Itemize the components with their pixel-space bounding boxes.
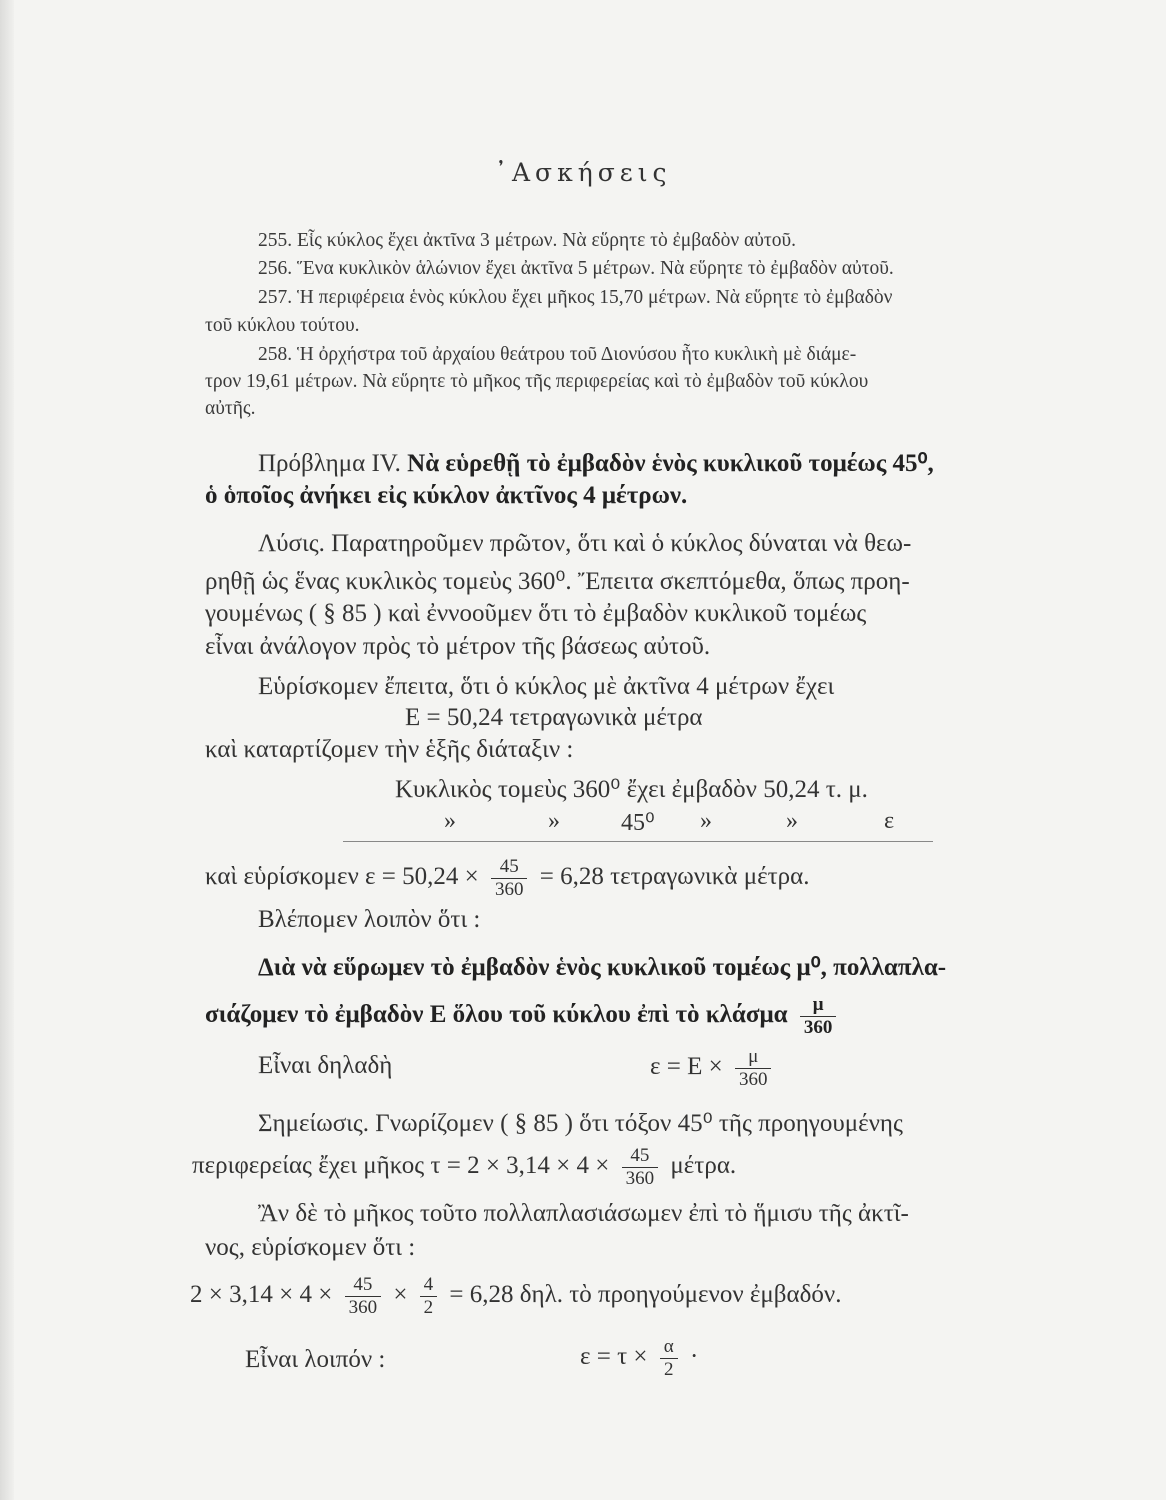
ditto-mark: » (548, 808, 560, 834)
exercise-257 (258, 285, 893, 311)
calculation (205, 856, 809, 901)
fraction-denominator: 360 (622, 1167, 659, 1190)
ditto-mark: » (700, 808, 712, 834)
fraction-denominator: 2 (660, 1358, 678, 1381)
solution-line-2: ρηθῇ ὡς ἕνας κυκλικὸς τομεὺς 360⁰. Ἔπειτα σκεπτόμεθα, ὅπως προη- (205, 568, 910, 595)
note-equation (190, 1274, 841, 1319)
ditto-mark: » (444, 808, 456, 834)
exercise-number: 255. (258, 230, 293, 251)
fraction-mu-360 (800, 994, 837, 1039)
fraction-mu-360 (735, 1046, 772, 1091)
rule-line-1: Διὰ νὰ εὕρωμεν τὸ ἐμβαδὸν ἑνὸς κυκλικοῦ τομέως μ⁰, πολλαπλα- (258, 954, 947, 981)
fraction-denominator: 2 (420, 1296, 438, 1319)
problem-label: Πρόβλημα IV. (258, 450, 401, 477)
problem-statement: Νὰ εὑρεθῇ τὸ ἐμβαδὸν ἑνὸς κυκλικοῦ τομέως 45⁰, (407, 450, 934, 477)
conclusion-intro: Βλέπομεν λοιπὸν ὅτι : (258, 906, 481, 933)
fraction-45-360 (345, 1274, 382, 1319)
fraction-numerator: 45 (499, 856, 519, 877)
fraction-denominator: 360 (345, 1296, 382, 1319)
note-line-3: Ἂν δὲ τὸ μῆκος τοῦτο πολλαπλασιάσωμεν ἐπὶ τὸ ἥμισυ τῆς ἀκτῖ- (258, 1200, 909, 1227)
formula-1 (650, 1046, 777, 1091)
formula-expression: ε = Ε × (650, 1053, 723, 1081)
proportion-unknown: ε (884, 808, 895, 834)
formula-end-mark: · (689, 1343, 699, 1371)
fraction-45-360 (491, 856, 528, 901)
rule-text: σιάζομεν τὸ ἐμβαδὸν Ε ὅλου τοῦ κύκλου ἐπὶ τὸ κλάσμα (205, 1001, 788, 1029)
fraction-denominator: 360 (491, 878, 528, 901)
proportion-rule (343, 841, 933, 842)
note-unit: μέτρα. (670, 1152, 737, 1180)
formula-2 (580, 1336, 698, 1381)
fraction-numerator: 45 (630, 1145, 650, 1166)
fraction-numerator: μ (812, 994, 824, 1015)
fraction-numerator: α (663, 1336, 674, 1357)
fraction-45-360 (622, 1145, 659, 1190)
exercise-text: Ἡ περιφέρεια ἑνὸς κύκλου ἔχει μῆκος 15,70 μέτρων. Νὰ εὕρητε τὸ ἐμβαδὸν (297, 287, 893, 308)
solution-line-4: εἶναι ἀνάλογον πρὸς τὸ μέτρον τῆς βάσεως αὐτοῦ. (205, 633, 711, 660)
note-line-4: νος, εὑρίσκομεν ὅτι : (205, 1234, 416, 1261)
solution-line-5: Εὑρίσκομεν ἔπειτα, ὅτι ὁ κύκλος μὲ ἀκτῖνα 4 μέτρων ἔχει (258, 673, 835, 700)
fraction-alpha-2 (660, 1336, 678, 1381)
formula-expression: ε = τ × (580, 1343, 648, 1371)
ditto-mark: » (786, 808, 798, 834)
note-line-1: Σημείωσις. Γνωρίζομεν ( § 85 ) ὅτι τόξον 45⁰ τῆς προηγουμένης (258, 1110, 903, 1137)
calc-left: καὶ εὑρίσκομεν ε = 50,24 × (205, 863, 479, 891)
calc-right: = 6,28 τετραγωνικὰ μέτρα. (539, 863, 810, 891)
exercise-258 (258, 342, 856, 368)
section-title: ᾽Ασκήσεις (494, 158, 672, 187)
area-equation: Ε = 50,24 τετραγωνικὰ μέτρα (405, 704, 703, 731)
exercise-number: 256. (258, 258, 293, 279)
exercise-258-continuation-2: αὐτῆς. (205, 398, 256, 419)
fraction-numerator: μ (748, 1046, 759, 1067)
equation-right: = 6,28 δηλ. τὸ προηγούμενον ἐμβαδόν. (449, 1281, 842, 1309)
note-line-2 (192, 1145, 736, 1190)
formula-2-label: Εἶναι λοιπόν : (245, 1346, 386, 1373)
exercise-text: Εἷς κύκλος ἔχει ἀκτῖνα 3 μέτρων. Νὰ εὕρητε τὸ ἐμβαδὸν αὐτοῦ. (297, 230, 796, 251)
fraction-4-2 (420, 1274, 438, 1319)
proportion-row-1: Κυκλικὸς τομεὺς 360⁰ ἔχει ἐμβαδὸν 50,24 τ. μ. (395, 776, 868, 803)
problem-statement-continuation: ὁ ὁποῖος ἀνήκει εἰς κύκλον ἀκτῖνος 4 μέτρων. (205, 482, 688, 509)
exercise-text: Ἡ ὀρχήστρα τοῦ ἀρχαίου θεάτρου τοῦ Διονύσου ἦτο κυκλικὴ μὲ διάμε- (297, 344, 857, 365)
equation-left: 2 × 3,14 × 4 × (190, 1281, 333, 1309)
exercise-257-continuation: τοῦ κύκλου τούτου. (205, 315, 360, 336)
fraction-numerator: 45 (353, 1274, 373, 1295)
note-expression: περιφερείας ἔχει μῆκος τ = 2 × 3,14 × 4 × (192, 1152, 610, 1180)
solution-line-1: Λύσις. Παρατηροῦμεν πρῶτον, ὅτι καὶ ὁ κύκλος δύναται νὰ θεω- (258, 530, 912, 557)
problem-heading (258, 448, 934, 478)
fraction-denominator: 360 (800, 1016, 837, 1039)
solution-line-7: καὶ καταρτίζομεν τὴν ἑξῆς διάταξιν : (205, 736, 574, 763)
exercise-256 (258, 256, 894, 282)
solution-line-3: γουμένως ( § 85 ) καὶ ἐννοοῦμεν ὅτι τὸ ἐμβαδὸν κυκλικοῦ τομέως (205, 600, 867, 627)
exercise-255 (258, 228, 796, 254)
exercise-number: 258. (258, 344, 293, 365)
exercise-text: Ἕνα κυκλικὸν ἁλώνιον ἔχει ἀκτῖνα 5 μέτρων. Νὰ εὕρητε τὸ ἐμβαδὸν αὐτοῦ. (297, 258, 894, 279)
rule-line-2 (205, 994, 842, 1039)
fraction-denominator: 360 (735, 1068, 772, 1091)
exercise-258-continuation: τρον 19,61 μέτρων. Νὰ εὕρητε τὸ μῆκος τῆς περιφερείας καὶ τὸ ἐμβαδὸν τοῦ κύκλου (205, 371, 869, 392)
exercise-number: 257. (258, 287, 293, 308)
fraction-numerator: 4 (423, 1274, 434, 1295)
times-sign: × (393, 1281, 408, 1309)
formula-1-label: Εἶναι δηλαδὴ (258, 1052, 393, 1079)
proportion-degree: 45⁰ (621, 810, 655, 836)
